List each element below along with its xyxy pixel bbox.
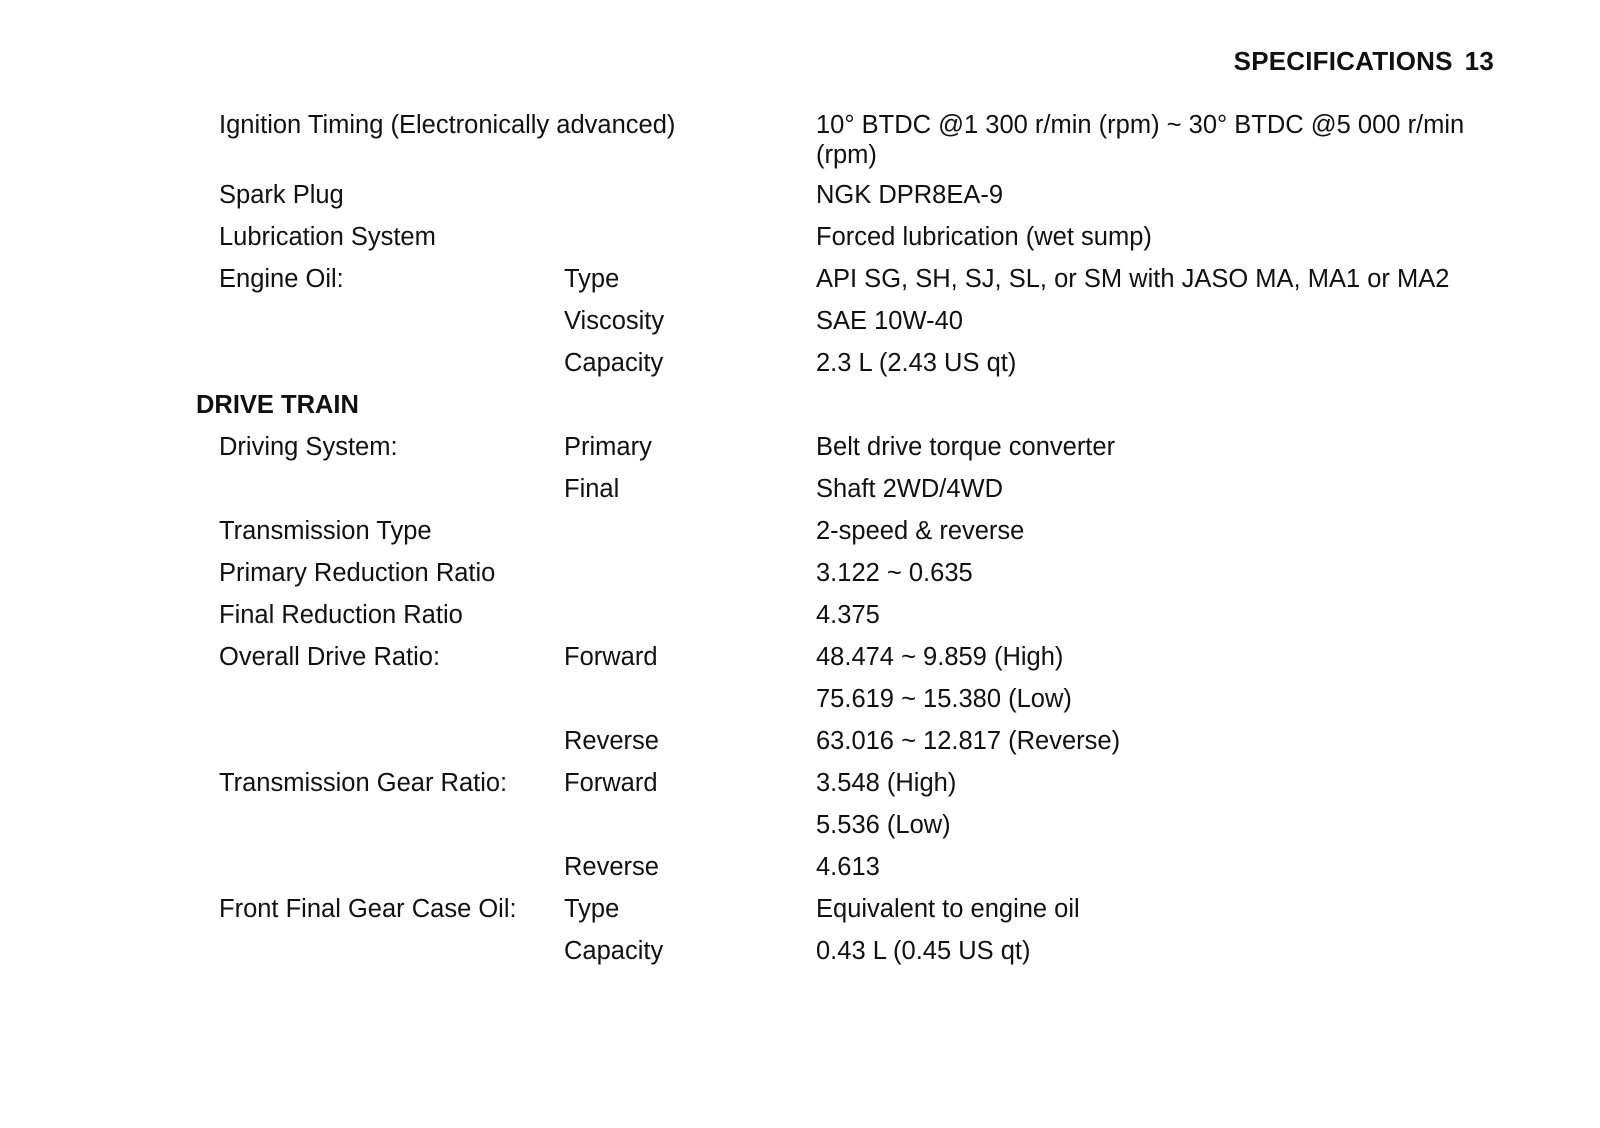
spec-value: 3.548 (High) <box>816 769 957 797</box>
spec-value: 75.619 ~ 15.380 (Low) <box>816 685 1072 713</box>
spec-label: Transmission Gear Ratio: <box>219 769 508 797</box>
spec-label: Overall Drive Ratio: <box>219 643 441 671</box>
spec-label: Lubrication System <box>219 223 436 251</box>
spec-row <box>0 596 1600 638</box>
page-header <box>1234 46 1494 77</box>
spec-value: 2-speed & reverse <box>816 517 1025 545</box>
spec-label: Spark Plug <box>219 181 344 209</box>
spec-value: NGK DPR8EA-9 <box>816 181 1004 209</box>
spec-value: 63.016 ~ 12.817 (Reverse) <box>816 727 1121 755</box>
spec-sublabel: Type <box>564 265 620 293</box>
spec-value: 4.613 <box>816 853 880 881</box>
spec-row <box>0 680 1600 722</box>
spec-value: Belt drive torque converter <box>816 433 1116 461</box>
spec-row <box>0 218 1600 260</box>
spec-sublabel: Forward <box>564 643 658 671</box>
spec-label: Final Reduction Ratio <box>219 601 463 629</box>
spec-sublabel: Viscosity <box>564 307 665 335</box>
spec-row <box>0 344 1600 386</box>
spec-row <box>0 764 1600 806</box>
spec-value: 10° BTDC @1 300 r/min (rpm) ~ 30° BTDC @5 000 r/min (rpm) <box>816 111 1465 169</box>
spec-sublabel: Forward <box>564 769 658 797</box>
spec-row <box>0 302 1600 344</box>
spec-row <box>0 512 1600 554</box>
spec-row <box>0 932 1600 974</box>
spec-value: API SG, SH, SJ, SL, or SM with JASO MA, MA1 or MA2 <box>816 265 1450 293</box>
spec-row <box>0 106 1600 176</box>
spec-value: 48.474 ~ 9.859 (High) <box>816 643 1064 671</box>
spec-value: 5.536 (Low) <box>816 811 951 839</box>
section-heading: DRIVE TRAIN <box>196 391 359 419</box>
spec-label: Engine Oil: <box>219 265 344 293</box>
specifications-table <box>0 106 1600 974</box>
spec-sublabel: Reverse <box>564 853 659 881</box>
spec-value: 2.3 L (2.43 US qt) <box>816 349 1017 377</box>
spec-label: Primary Reduction Ratio <box>219 559 496 587</box>
spec-label: Front Final Gear Case Oil: <box>219 895 517 923</box>
spec-sublabel: Primary <box>564 433 652 461</box>
spec-value: 0.43 L (0.45 US qt) <box>816 937 1031 965</box>
spec-row <box>0 848 1600 890</box>
spec-row <box>0 806 1600 848</box>
spec-row <box>0 638 1600 680</box>
spec-value: 4.375 <box>816 601 880 629</box>
spec-row <box>0 722 1600 764</box>
spec-row <box>0 176 1600 218</box>
spec-label: Driving System: <box>219 433 398 461</box>
spec-value: SAE 10W-40 <box>816 307 963 335</box>
spec-value: 3.122 ~ 0.635 <box>816 559 973 587</box>
spec-row <box>0 890 1600 932</box>
spec-value: Forced lubrication (wet sump) <box>816 223 1152 251</box>
header-title: SPECIFICATIONS <box>1233 46 1453 76</box>
spec-row <box>0 470 1600 512</box>
spec-row <box>0 554 1600 596</box>
spec-sublabel: Reverse <box>564 727 659 755</box>
spec-row <box>0 428 1600 470</box>
spec-sublabel: Capacity <box>564 349 664 377</box>
spec-label: Transmission Type <box>219 517 432 545</box>
spec-label: Ignition Timing (Electronically advanced) <box>219 111 676 139</box>
spec-sublabel: Final <box>564 475 620 503</box>
section-heading-row <box>0 386 1600 428</box>
page-number: 13 <box>1464 46 1494 76</box>
spec-value: Shaft 2WD/4WD <box>816 475 1004 503</box>
spec-sublabel: Capacity <box>564 937 664 965</box>
spec-sublabel: Type <box>564 895 620 923</box>
spec-value: Equivalent to engine oil <box>816 895 1080 923</box>
spec-row <box>0 260 1600 302</box>
